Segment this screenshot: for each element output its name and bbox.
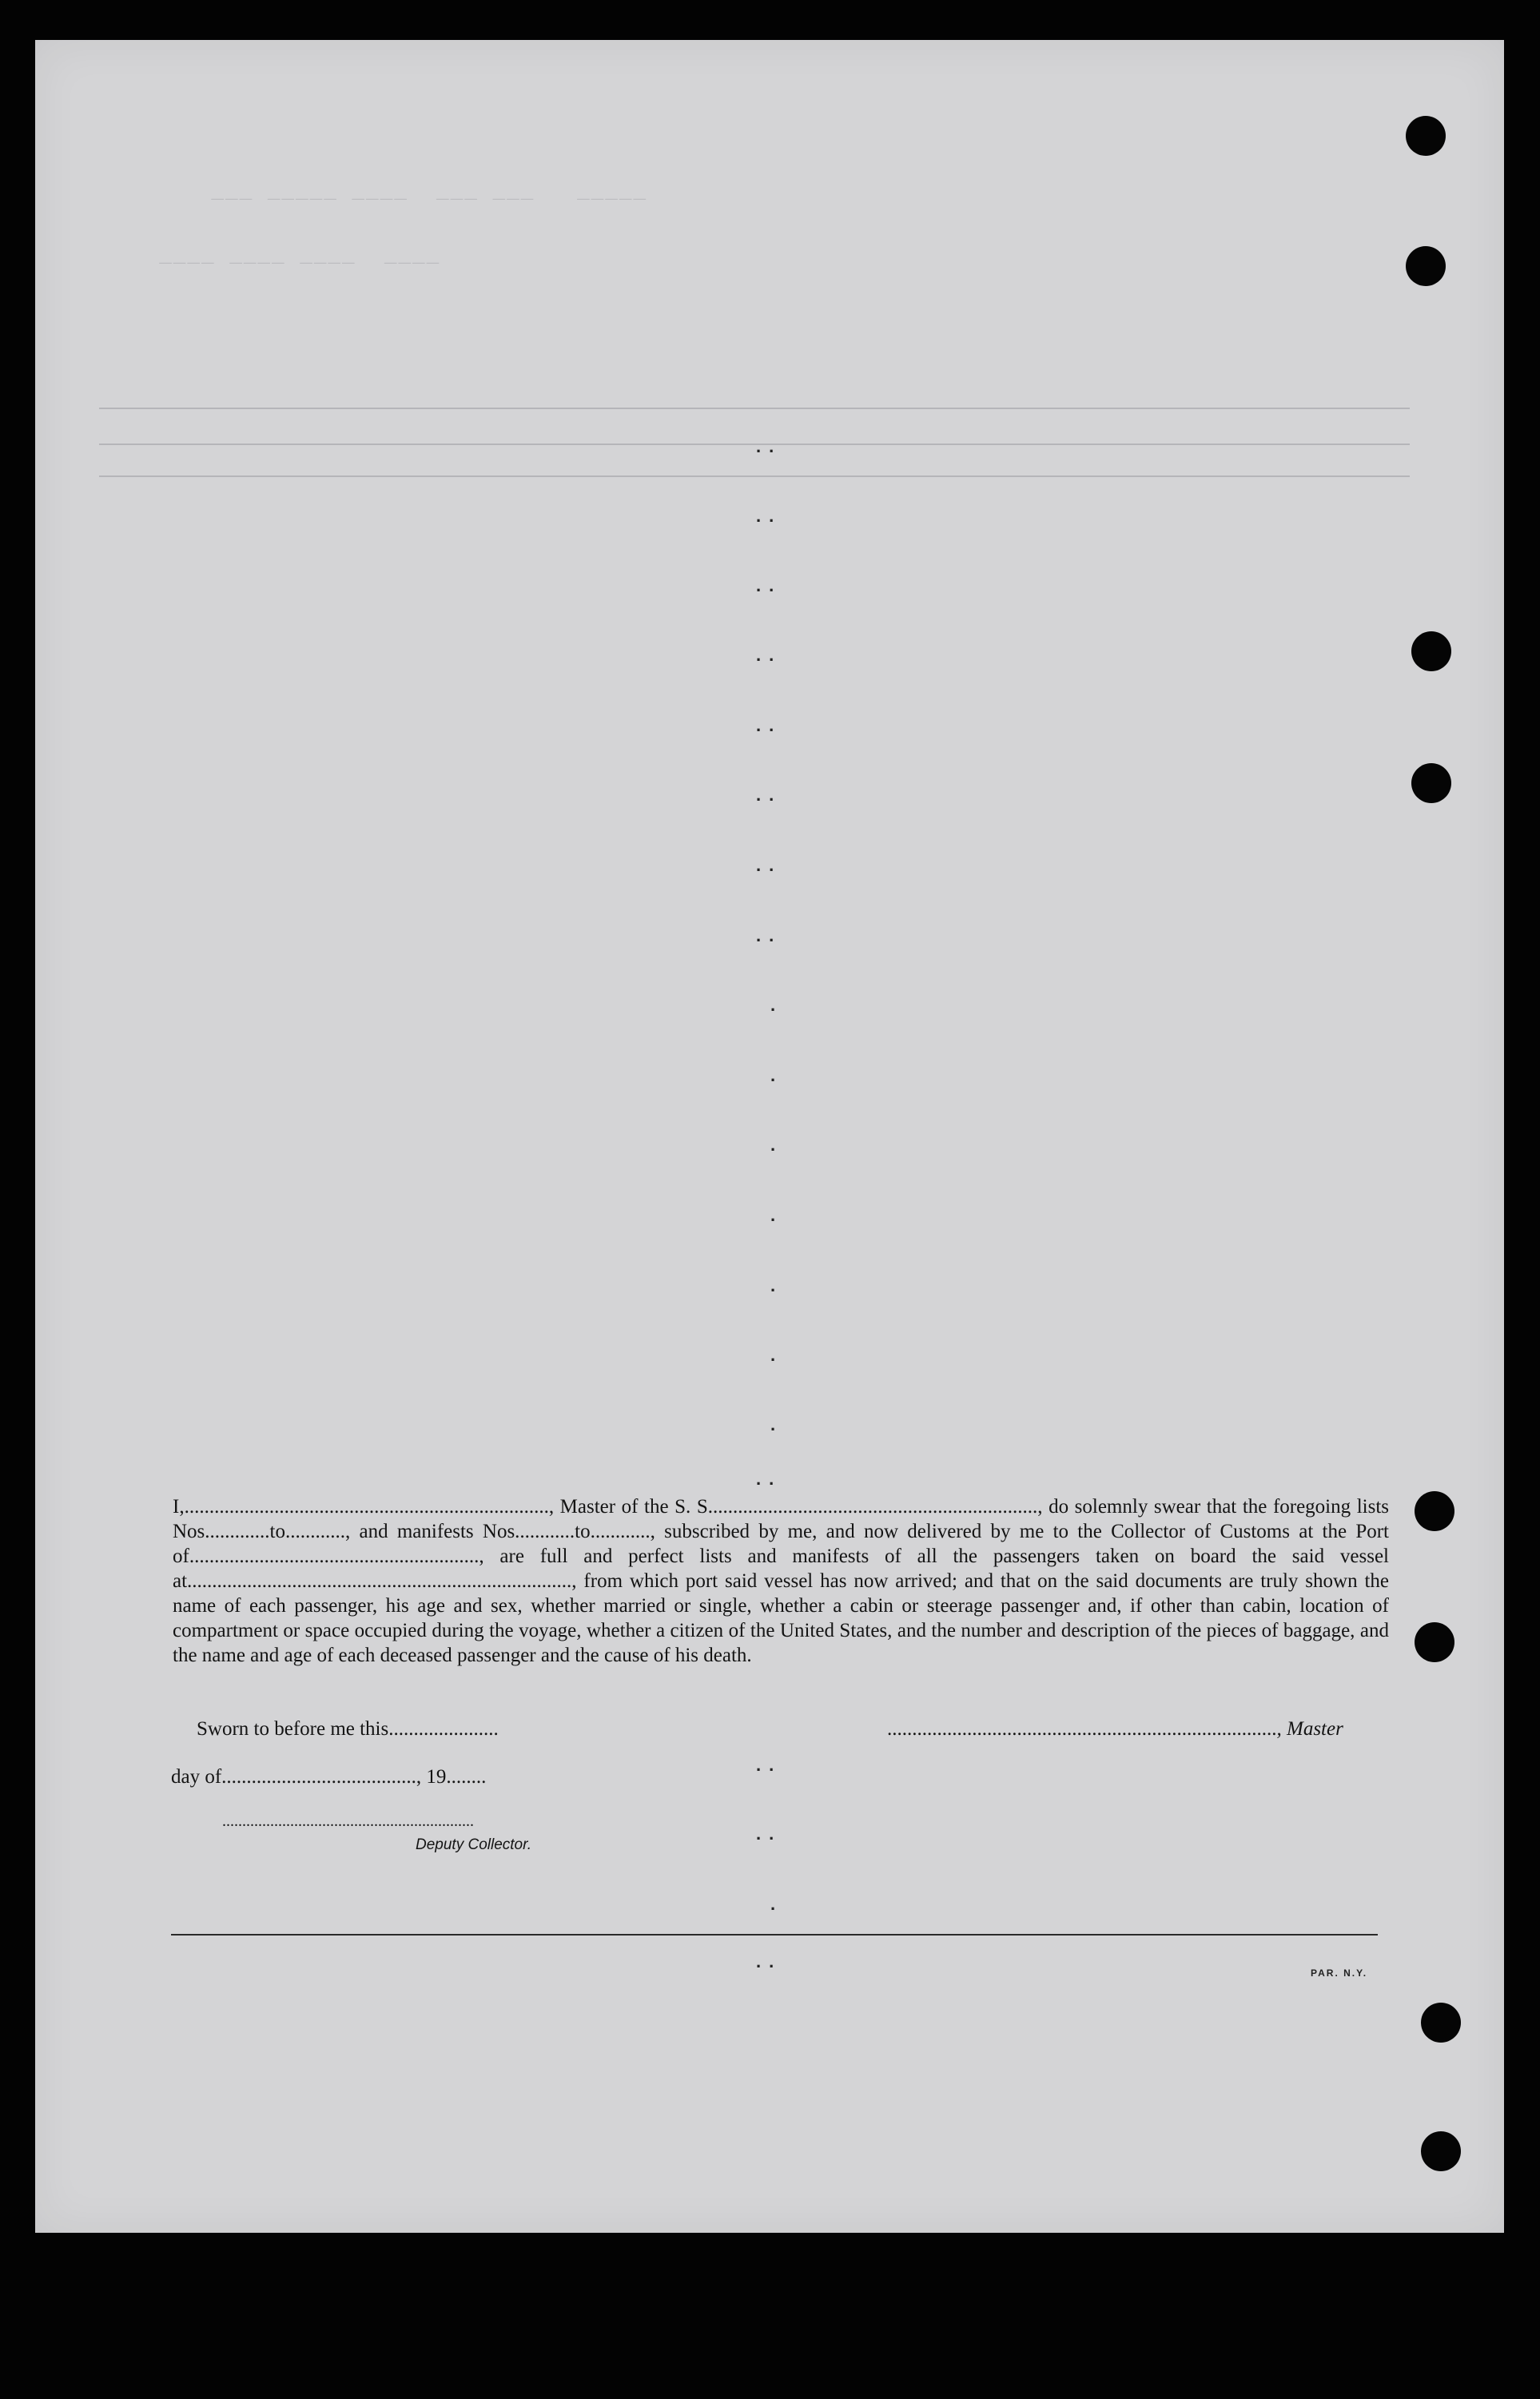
- row-marks: .: [770, 1205, 784, 1225]
- punch-hole: [1415, 1491, 1454, 1531]
- row-marks: .: [770, 1894, 784, 1914]
- oath-statement: [173, 1494, 1389, 1668]
- master-signature-line: [887, 1718, 1343, 1741]
- row-marks: .: [770, 1135, 784, 1155]
- bleed-through-rule: [99, 408, 1410, 409]
- row-marks: ..: [756, 1824, 782, 1844]
- bleed-through-rule: [99, 444, 1410, 445]
- row-marks: .: [770, 1414, 784, 1434]
- row-marks: ..: [756, 575, 782, 595]
- bleed-through-text: ____ ____ ____ ____: [131, 244, 441, 268]
- punch-hole: [1406, 116, 1446, 156]
- punch-hole: [1411, 631, 1451, 671]
- row-marks: .: [770, 1065, 784, 1085]
- row-marks: ..: [756, 855, 782, 875]
- row-marks: ..: [756, 715, 782, 735]
- deputy-signature-line: ...............................................................: [222, 1812, 474, 1830]
- sworn-line: Sworn to before me this......................: [197, 1718, 499, 1740]
- day-of-label: day of.......................................,: [171, 1766, 422, 1788]
- printer-mark: PAR. N.Y.: [1311, 1967, 1368, 1979]
- year-field: 19........: [426, 1766, 487, 1788]
- punch-hole: [1415, 1622, 1454, 1662]
- row-marks: .: [770, 995, 784, 1015]
- row-marks: ..: [756, 1951, 782, 1971]
- punch-hole: [1421, 2131, 1461, 2171]
- day-of-line: [171, 1766, 486, 1788]
- oath-text: I,........................................................................., Master of the S. S.................................................................., do solemnly swear that the foregoing lists Nos.............to............, and manifests Nos............to............, subscribed by me, and now delivered by me to the Collector of Customs at the Port of.........................................................., are full and perfect lists and manifests of all the passengers taken on board the said vessel at............................................................................., from which port said vessel has now arrived; and that on the said documents are truly shown the name of each passenger, his age and sex, whether married or single, whether a cabin or steerage passenger and, if other than cabin, location of compartment or space occupied during the voyage, whether a citizen of the United States, and the number and description of the pieces of baggage, and the name and age of each deceased passenger and the cause of his death.: [173, 1496, 1389, 1666]
- row-marks: ..: [756, 436, 782, 456]
- master-label: , Master: [1276, 1718, 1343, 1740]
- master-line: ..............................................................................: [887, 1718, 1277, 1740]
- row-marks: ..: [756, 645, 782, 665]
- row-marks: .: [770, 1345, 784, 1365]
- deputy-collector-label: Deputy Collector.: [416, 1836, 532, 1853]
- document-sheet: [35, 40, 1504, 2233]
- punch-hole: [1421, 2003, 1461, 2043]
- row-marks: .: [770, 1275, 784, 1295]
- row-marks: ..: [756, 506, 782, 526]
- row-marks: ..: [756, 925, 782, 945]
- punch-hole: [1406, 246, 1446, 286]
- row-marks: ..: [756, 1755, 782, 1775]
- punch-hole: [1411, 763, 1451, 803]
- row-marks: ..: [756, 1469, 782, 1489]
- row-marks: ..: [756, 785, 782, 805]
- footer-rule: [171, 1934, 1378, 1936]
- bleed-through-rule: [99, 475, 1410, 477]
- bleed-through-text: ___ _____ ____ ___ ___ _____: [155, 180, 648, 204]
